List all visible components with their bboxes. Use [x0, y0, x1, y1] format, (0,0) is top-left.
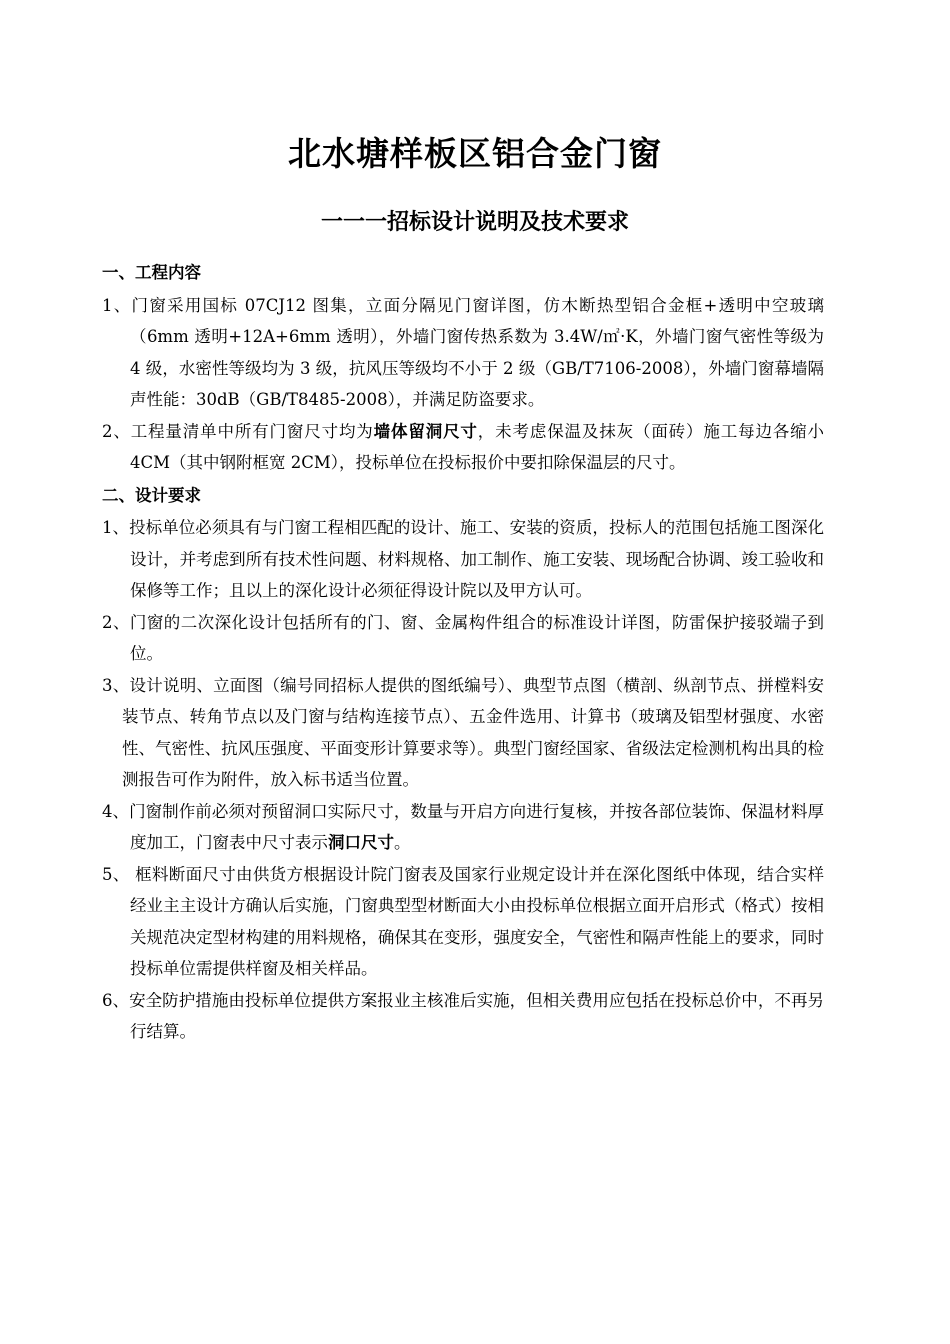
paragraph-2-5: 5、 框料断面尺寸由供货方根据设计院门窗表及国家行业规定设计并在深化图纸中体现，结合实样经业主主设计方确认后实施，门窗典型型材断面大小由投标单位根据立面开启形式（格式）按相关规范决定型材构建的用料规格，确保其在变形，强度安全，气密性和隔声性能上的要求，同时投标单位需提供样窗及相关样品。 — [102, 864, 824, 978]
paragraph-2-1: 1、投标单位必须具有与门窗工程相匹配的设计、施工、安装的资质，投标人的范围包括施工图深化设计，并考虑到所有技术性问题、材料规格、加工制作、施工安装、现场配合协调、竣工验收和保修等工作；且以上的深化设计必须征得设计院以及甲方认可。 — [102, 518, 824, 600]
section-heading-design-requirements: 二、设计要求 — [102, 485, 201, 505]
document-body — [102, 256, 824, 1048]
paragraph-1-2 — [102, 416, 824, 479]
paragraph-2-6: 6、安全防护措施由投标单位提供方案报业主核准后实施，但相关费用应包括在投标总价中，不再另行结算。 — [102, 990, 824, 1041]
paragraph-1-2-text: 2、工程量清单中所有门窗尺寸均为 — [102, 421, 374, 441]
paragraph-2-4-text-end: 。 — [394, 833, 411, 852]
paragraph-2-4-emphasis: 洞口尺寸 — [328, 833, 394, 852]
paragraph-1-2-text-end: ，未考虑保温及抹灰（面砖）施工每边各缩小 4CM（其中钢附框宽 2CM），投标单位在投标报价中要扣除保温层的尺寸。 — [130, 421, 825, 472]
paragraph-2-2: 2、门窗的二次深化设计包括所有的门、窗、金属构件组合的标准设计详图，防雷保护接驳端子到位。 — [102, 612, 824, 663]
section-heading-project-content: 一、工程内容 — [102, 263, 201, 282]
paragraph-1-1: 1、门窗采用国标 07CJ12 图集，立面分隔见门窗详图，仿木断热型铝合金框+透明中空玻璃（6mm 透明+12A+6mm 透明），外墙门窗传热系数为 3.4W/㎡·K，外墙门窗气密性等级为 4 级，水密性等级均为 3 级，抗风压等级均不小于 2 级（GB/T7106-2008），外墙门窗幕墙隔声性能：30dB（GB/T8485-2008），并满足防盗要求。 — [102, 295, 824, 409]
paragraph-2-4-text: 4、门窗制作前必须对预留洞口实际尺寸，数量与开启方向进行复核，并按各部位装饰、保温材料厚度加工，门窗表中尺寸表示 — [102, 801, 824, 852]
paragraph-1-2-emphasis: 墙体留洞尺寸 — [373, 421, 478, 441]
document-title: 北水塘样板区铝合金门窗 — [288, 134, 662, 173]
paragraph-2-4 — [102, 796, 824, 859]
document-subtitle: 一一一招标设计说明及技术要求 — [320, 210, 629, 235]
paragraph-2-3: 3、设计说明、立面图（编号同招标人提供的图纸编号）、典型节点图（横剖、纵剖节点、拼樘料安装节点、转角节点以及门窗与结构连接节点）、五金件选用、计算书（玻璃及铝型材强度、水密性、气密性、抗风压强度、平面变形计算要求等）。典型门窗经国家、省级法定检测机构出具的检测报告可作为附件，放入标书适当位置。 — [102, 675, 824, 789]
